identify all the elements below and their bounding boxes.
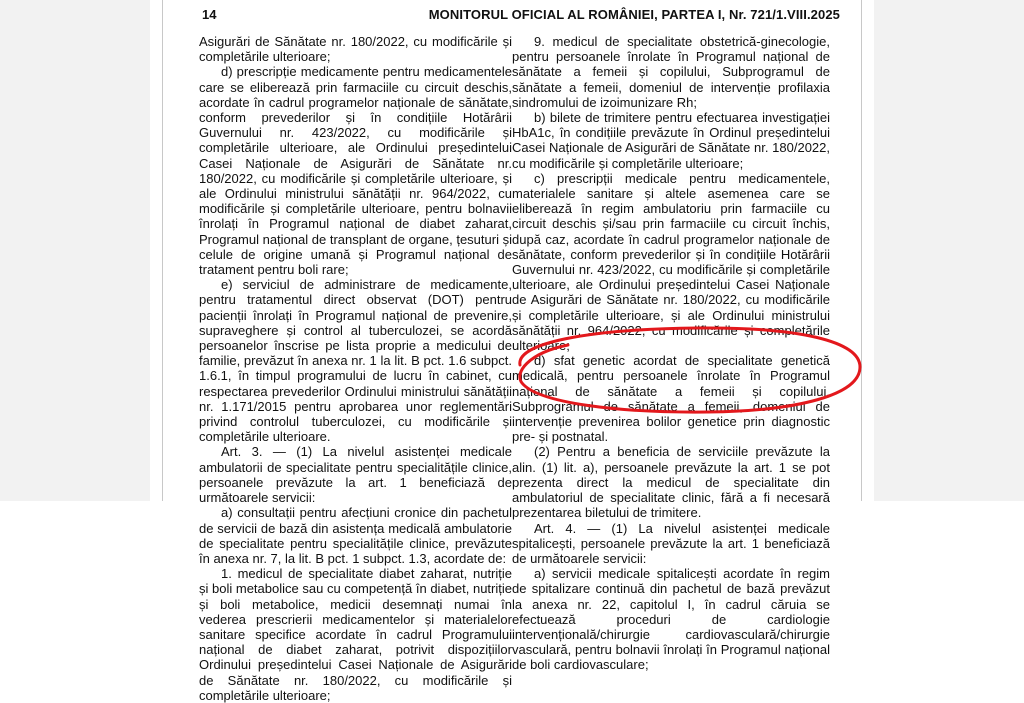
paragraph: 1. medicul de specialitate diabet zaharat, nutriție și boli metabolice sau cu competență în diabet, nutriție și boli metabolice, medicii desemnați numai în vederea prescrierii medicamentelor și materialelor sanitare specifice acordate în cadrul Programului național de diabet zaharat, potrivit dispozițiilor Ordinului președintelui Casei Naționale de Asigurări de Sănătate nr. 180/2022, cu modificările și completările ulterioare;	[199, 566, 512, 703]
highlighted-paragraph: (2) Pentru a beneficia de serviciile prevăzute la alin. (1) lit. a), persoanele prevăzute la art. 1 se pot prezenta direct la medicul de specialitate din ambulatoriul de specialitate clinic, fără a fi necesară prezentarea biletului de trimitere.	[512, 444, 830, 521]
paragraph: a) servicii medicale spitalicești acordate în regim de spitalizare continuă din pachetul de bază prevăzut la anexa nr. 22, capitolul I, în cadrul căruia se efectuează proceduri de cardiologie intervențională/chirurgie cardiovasculară/chirurgie vasculară, pentru bolnavii înrolați în Programul național de boli cardiovasculare;	[512, 566, 830, 673]
paragraph: e) serviciul de administrare de medicamente, pentru tratamentul direct observat (DOT) pentru pacienții înrolați în Programul național de prevenire, supraveghere și control al tuberculozei, se acordă persoanelor înscrise pe lista proprie a medicului de familie, prevăzut în anexa nr. 1 la lit. B pct. 1.6 subpct. 1.6.1, în timpul programului de lucru în cabinet, cu respectarea prevederilor Ordinului ministrului sănătății nr. 1.171/2015 pentru aprobarea unor reglementări privind controlul tuberculozei, cu modificările și completările ulterioare.	[199, 277, 512, 445]
publication-title: MONITORUL OFICIAL AL ROMÂNIEI, PARTEA I, Nr. 721/1.VIII.2025	[428, 7, 840, 22]
paragraph: Asigurări de Sănătate nr. 180/2022, cu modificările și completările ulterioare;	[199, 34, 512, 65]
paragraph: 9. medicul de specialitate obstetrică-ginecologie, pentru persoanele înrolate în Programul național de sănătate a femeii și copilului, Subprogramul de sănătate a femeii, domeniul de intervenție profilaxia sindromului de izoimunizare Rh;	[512, 34, 830, 110]
paragraph: Art. 4. — (1) La nivelul asistenței medicale spitalicești, persoanele prevăzute la art. 1 beneficiază de următoarele servicii:	[512, 520, 830, 566]
left-text-column	[199, 34, 512, 703]
paragraph: a) consultații pentru afecțiuni cronice din pachetul de servicii de bază din asistența medicală ambulatorie de specialitate pentru specialitățile clinice, prevăzute în anexa nr. 7, la lit. B pct. 1 subpct. 1.3, acordate de:	[199, 505, 512, 566]
paragraph: b) bilete de trimitere pentru efectuarea investigației HbA1c, în condițiile prevăzute în Ordinul președintelui Casei Naționale de Asigurări de Sănătate nr. 180/2022, cu modificările și completările ulterioare;	[512, 110, 830, 171]
document-page	[162, 0, 862, 703]
page-number: 14	[202, 7, 217, 22]
paragraph: Art. 3. — (1) La nivelul asistenței medicale ambulatorii de specialitate pentru specialitățile clinice, persoanele prevăzute la art. 1 beneficiază de următoarele servicii:	[199, 444, 512, 506]
left-background	[0, 0, 150, 501]
paragraph: d) sfat genetic acordat de specialitate genetică medicală, pentru persoanele înrolate în Programul național de sănătate a femeii și copilului, Subprogramul de sănătate a femeii, domeniul de intervenție prevenirea bolilor genetice prin diagnostic pre- și postnatal.	[512, 353, 830, 445]
right-text-column	[512, 34, 830, 673]
page-right-edge	[861, 0, 862, 501]
page-header	[190, 6, 840, 24]
right-background	[874, 0, 1024, 501]
paragraph: c) prescripții medicale pentru medicamentele, materialele sanitare și altele asemenea care se eliberează în regim ambulatoriu prin farmaciile cu circuit deschis și/sau prin farmaciile cu circuit închis, după caz, acordate în cadrul programelor naționale de sănătate, conform prevederilor și în condițiile Hotărârii Guvernului nr. 423/2022, cu modificările și completările ulterioare, ale Ordinului președintelui Casei Naționale de Asigurări de Sănătate nr. 180/2022, cu modificările și completările ulterioare, și ale Ordinului ministrului sănătății nr. 964/2022, cu modificările și completările ulterioare;	[512, 170, 830, 354]
page-left-edge	[162, 0, 163, 501]
paragraph: d) prescripție medicamente pentru medicamentele care se eliberează prin farmaciile cu circuit deschis, acordate în cadrul programelor naționale de sănătate, conform prevederilor și în condițiile Hotărârii Guvernului nr. 423/2022, cu modificările și completările ulterioare, ale Ordinului președintelui Casei Naționale de Asigurări de Sănătate nr. 180/2022, cu modificările și completările ulterioare, și ale Ordinului ministrului sănătății nr. 964/2022, cu modificările și completările ulterioare, pentru bolnavii înrolați în Programul național de diabet zaharat, Programul național de transplant de organe, țesuturi și celule de origine umană și Programul național de tratament pentru boli rare;	[199, 64, 512, 278]
